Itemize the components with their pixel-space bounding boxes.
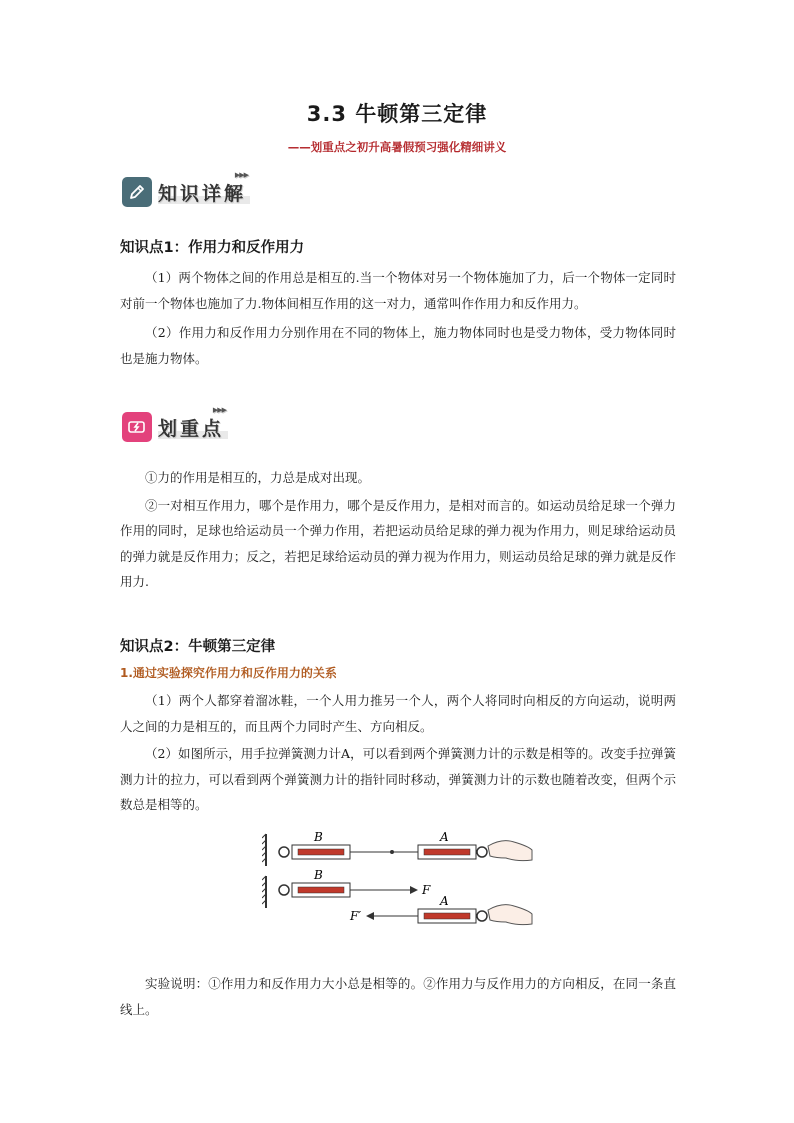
- section2-p1: （1）两个人都穿着溜冰鞋，一个人用力推另一个人，两个人将同时向相反的方向运动，说明两人之间的力是相互的，而且两个力同时产生、方向相反。: [120, 693, 676, 734]
- arrow-f: [410, 886, 418, 894]
- label-b-middle: B: [314, 868, 323, 882]
- banner-keypoints-label: 划重点: [158, 417, 225, 440]
- section2-p2: （2）如图所示，用手拉弹簧测力计A，可以看到两个弹簧测力计的示数是相等的。改变手拉弹簧测力计的拉力，可以看到两个弹簧测力计的指针同时移动，弹簧测力计的示数也随着改变，但两个示数总是相等的。: [120, 746, 676, 812]
- experiment-note: [120, 971, 676, 1022]
- scale-a-bottom: [424, 913, 470, 919]
- section1-p1: （1）两个物体之间的作用总是相互的.当一个物体对另一个物体施加了力，后一个物体一定同时对前一个物体也施加了力.物体间相互作用的这一对力，通常叫作作用力和反作用力。: [120, 270, 676, 311]
- experiment-note-text: 实验说明：①作用力和反作用力大小总是相等的。②作用力与反作用力的方向相反，在同一条直线上。: [120, 976, 676, 1017]
- page-title: 3.3 牛顿第三定律: [306, 102, 488, 126]
- label-b-top: B: [314, 830, 323, 844]
- hand-icon: [488, 905, 532, 925]
- lightning-icon: [122, 412, 152, 442]
- page-subtitle: ——划重点之初升高暑假预习强化精细讲义: [287, 140, 507, 154]
- keypoint-1: ①力的作用是相互的，力总是成对出现。: [145, 470, 371, 485]
- section2-body: [120, 688, 676, 818]
- scale-b-top: [298, 849, 344, 855]
- arrows-icon: ▶▶▶: [212, 405, 227, 414]
- banner-keypoints: [122, 405, 227, 444]
- wall-top: [262, 834, 266, 866]
- section2-heading: 知识点2：牛顿第三定律: [120, 639, 276, 655]
- section1-heading: 知识点1：作用力和反作用力: [120, 240, 305, 256]
- label-a-top: A: [440, 830, 449, 844]
- spring-scale-figure: [262, 828, 534, 940]
- wall-middle: [262, 876, 266, 908]
- label-a-bottom: A: [440, 894, 449, 908]
- scale-a-top: [424, 849, 470, 855]
- pencil-icon: [122, 177, 152, 207]
- arrows-icon: ▶▶▶: [234, 170, 249, 179]
- label-f: F: [422, 883, 431, 897]
- section2-subheading: 1.通过实验探究作用力和反作用力的关系: [120, 666, 337, 680]
- hand-icon: [488, 841, 532, 861]
- banner-knowledge-label: 知识详解: [158, 182, 247, 205]
- keypoint-2: ②一对相互作用力，哪个是作用力，哪个是反作用力，是相对而言的。如运动员给足球一个弹力作用的同时，足球也给运动员一个弹力作用，若把运动员给足球的弹力视为作用力，则足球给运动员的弹力就是反作用力；反之，若把足球给运动员的弹力视为作用力，则运动员给足球的弹力就是反作用力.: [120, 497, 676, 589]
- section1-body: [120, 265, 676, 371]
- label-f-prime: F′: [350, 909, 362, 923]
- banner-knowledge: [122, 170, 249, 209]
- section1-p2: （2）作用力和反作用力分别作用在不同的物体上，施力物体同时也是受力物体，受力物体同时也是施力物体。: [120, 325, 676, 366]
- keypoints-body: [120, 465, 676, 595]
- scale-b-middle: [298, 887, 344, 893]
